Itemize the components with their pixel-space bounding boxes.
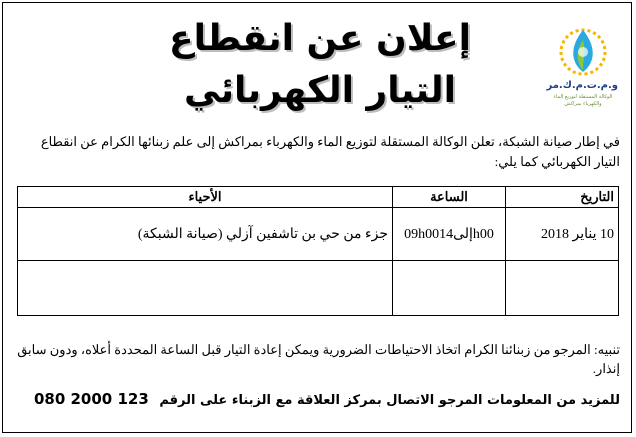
table-row-empty xyxy=(18,261,619,316)
table-row xyxy=(18,208,619,261)
logo-emblem-icon xyxy=(548,22,618,80)
logo-subtitle-1: الوكالة المستقلة لتوزيع الماء xyxy=(553,94,613,100)
logo-subtitle-2: والكهرباء بمراكش xyxy=(564,101,602,107)
cell-empty-date xyxy=(506,261,619,316)
contact-text: للمزيد من المعلومات المرجو الاتصال بمركز العلاقة مع الزبناء على الرقم xyxy=(159,393,620,408)
company-logo xyxy=(548,22,618,108)
logo-abbreviation: و.م.ت.م.ك.مر xyxy=(546,80,618,91)
contact-phone-number: 080 2000 123 xyxy=(33,390,149,408)
cell-time: 09h00إلى14h00 xyxy=(393,208,506,261)
cell-areas: جزء من حي بن تاشفين آزلي (صيانة الشبكة) xyxy=(18,208,393,261)
outage-table xyxy=(17,186,619,316)
page-title-line-2: التيار الكهربائي xyxy=(184,70,456,111)
header-date: التاريخ xyxy=(506,187,619,208)
cell-empty-time xyxy=(393,261,506,316)
warning-paragraph: تنبيه: المرجو من زبنائنا الكرام اتخاذ الاحتياطات الضرورية ويمكن إعادة التيار قبل الساعة المحددة أعلاه، ودون سابق إنذار. xyxy=(17,342,620,376)
contact-line xyxy=(14,390,620,408)
header-areas: الأحياء xyxy=(18,187,393,208)
table-header-row xyxy=(18,187,619,208)
intro-paragraph: في إطار صيانة الشبكة، تعلن الوكالة المستقلة لتوزيع الماء والكهرباء بمراكش إلى علم زبنائها الكرام عن انقطاع التيار الكهربائي كما يلي: xyxy=(40,134,620,169)
cell-empty-areas xyxy=(18,261,393,316)
page-title-line-1: إعلان عن انقطاع xyxy=(169,18,471,59)
header-time: الساعة xyxy=(393,187,506,208)
cell-date: 10 يناير 2018 xyxy=(506,208,619,261)
